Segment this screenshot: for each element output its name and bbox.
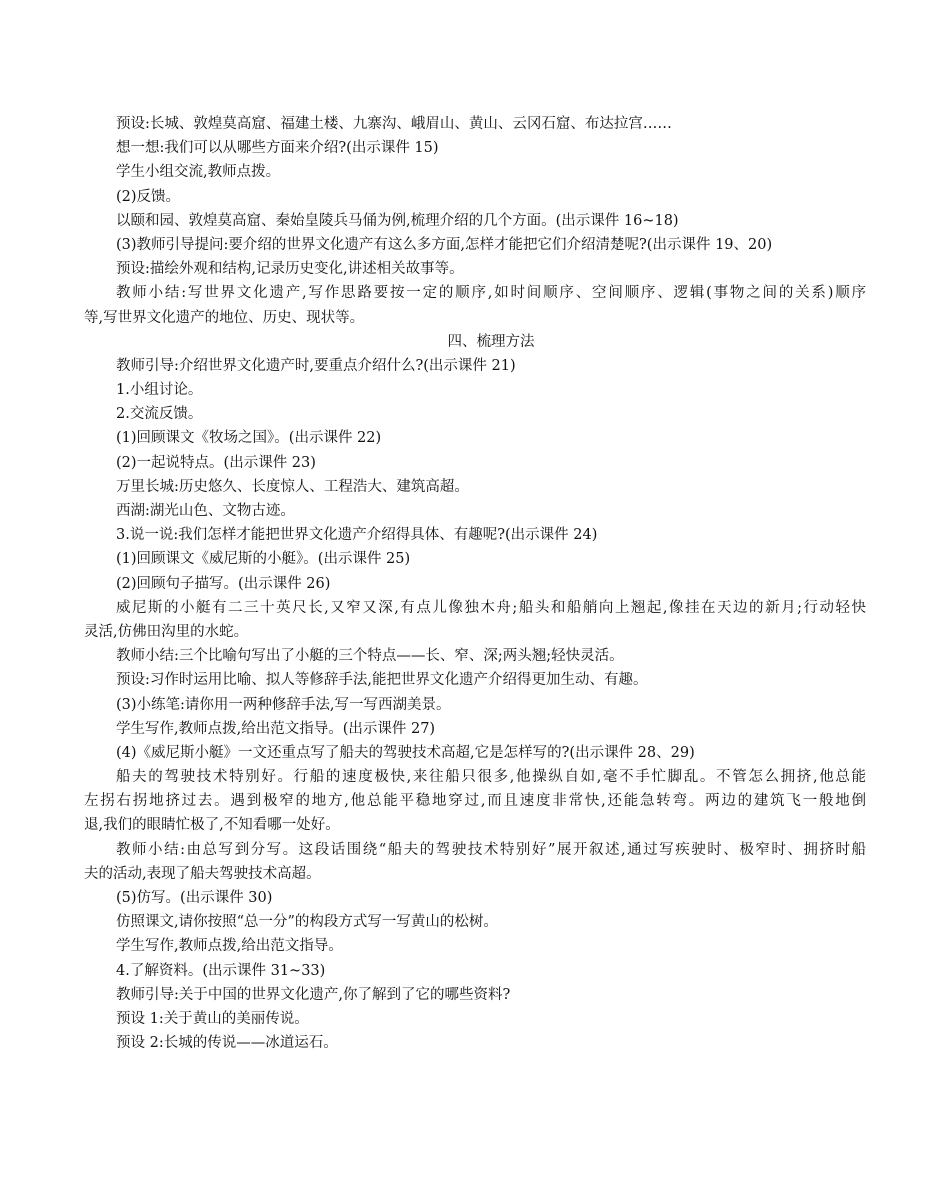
paragraph-line: 船夫的驾驶技术特别好。行船的速度极快,来往船只很多,他操纵自如,毫不手忙脚乱。不管怎么拥挤,他总能 xyxy=(116,769,866,786)
paragraph-line: 万里长城:历史悠久、长度惊人、工程浩大、建筑高超。 xyxy=(116,478,469,495)
paragraph-line: 2.交流反馈。 xyxy=(116,406,203,423)
paragraph-line: (2)回顾句子描写。(出示课件 26) xyxy=(116,575,331,592)
paragraph-line: 4.了解资料。(出示课件 31~33) xyxy=(116,962,326,979)
paragraph-line: 教师引导:介绍世界文化遗产时,要重点介绍什么?(出示课件 21) xyxy=(116,357,516,374)
paragraph-line: (1)回顾课文《威尼斯的小艇》。(出示课件 25) xyxy=(116,551,411,568)
paragraph-line: 退,我们的眼睛忙极了,不知看哪一处好。 xyxy=(84,817,340,834)
paragraph-line: 仿照课文,请你按照“总一分”的构段方式写一写黄山的松树。 xyxy=(116,914,498,931)
paragraph-line: 等,写世界文化遗产的地位、历史、现状等。 xyxy=(84,309,365,326)
paragraph-line: (3)小练笔:请你用一两种修辞手法,写一写西湖美景。 xyxy=(116,696,451,713)
paragraph-line: 西湖:湖光山色、文物古迹。 xyxy=(116,503,295,519)
document-body xyxy=(84,112,866,1055)
paragraph-line: 预设 2:长城的传说——冰道运石。 xyxy=(116,1035,338,1052)
paragraph-line: 左拐右拐地挤过去。遇到极窄的地方,他总能平稳地穿过,而且速度非常快,还能急转弯。两边的建筑飞一般地倒 xyxy=(84,793,866,810)
paragraph-line: (2)一起说特点。(出示课件 23) xyxy=(116,454,316,471)
paragraph-line: 教师小结:写世界文化遗产,写作思路要按一定的顺序,如时间顺序、空间顺序、逻辑(事物之间的关系)顺序 xyxy=(116,285,866,302)
paragraph-line: 预设:描绘外观和结构,记录历史变化,讲述相关故事等。 xyxy=(116,261,464,278)
paragraph-line: 预设:长城、敦煌莫高窟、福建土楼、九寨沟、峨眉山、黄山、云冈石窟、布达拉宫…… xyxy=(116,116,672,132)
paragraph-line: 3.说一说:我们怎样才能把世界文化遗产介绍得具体、有趣呢?(出示课件 24) xyxy=(116,527,598,544)
paragraph-line: 夫的活动,表现了船夫驾驶技术高超。 xyxy=(84,865,321,882)
paragraph-line: 学生小组交流,教师点拨。 xyxy=(116,164,281,181)
paragraph-line: 以颐和园、敦煌莫高窟、秦始皇陵兵马俑为例,梳理介绍的几个方面。(出示课件 16~18) xyxy=(116,212,679,229)
paragraph-line: (4)《威尼斯小艇》一文还重点写了船夫的驾驶技术高超,它是怎样写的?(出示课件 28、29) xyxy=(116,744,695,761)
paragraph-line: 灵活,仿佛田沟里的水蛇。 xyxy=(84,623,249,640)
paragraph-line: 教师小结:由总写到分写。这段话围绕“船夫的驾驶技术特别好”展开叙述,通过写疾驶时、极窄时、拥挤时船 xyxy=(116,841,866,858)
paragraph-line: (5)仿写。(出示课件 30) xyxy=(116,890,273,906)
paragraph-line: (2)反馈。 xyxy=(116,188,181,205)
paragraph-line: (3)教师引导提问:要介绍的世界文化遗产有这么多方面,怎样才能把它们介绍清楚呢?(出示课件 19、20) xyxy=(116,236,773,253)
paragraph-line: 预设:习作时运用比喻、拟人等修辞手法,能把世界文化遗产介绍得更加生动、有趣。 xyxy=(116,672,648,689)
paragraph-line: 想一想:我们可以从哪些方面来介绍?(出示课件 15) xyxy=(116,140,439,157)
paragraph-line: 预设 1:关于黄山的美丽传说。 xyxy=(116,1010,309,1027)
paragraph-line: 教师小结:三个比喻句写出了小艇的三个特点——长、窄、深;两头翘;轻快灵活。 xyxy=(116,648,624,665)
section-heading: 四、梳理方法 xyxy=(447,333,535,350)
paragraph-line: 1.小组讨论。 xyxy=(116,382,203,399)
paragraph-line: 教师引导:关于中国的世界文化遗产,你了解到了它的哪些资料? xyxy=(116,986,511,1003)
paragraph-line: 学生写作,教师点拨,给出范文指导。(出示课件 27) xyxy=(116,720,436,737)
paragraph-line: 威尼斯的小艇有二三十英尺长,又窄又深,有点儿像独木舟;船头和船艄向上翘起,像挂在天边的新月;行动轻快 xyxy=(116,599,866,616)
paragraph-line: 学生写作,教师点拨,给出范文指导。 xyxy=(116,938,343,955)
paragraph-line: (1)回顾课文《牧场之国》。(出示课件 22) xyxy=(116,430,382,447)
